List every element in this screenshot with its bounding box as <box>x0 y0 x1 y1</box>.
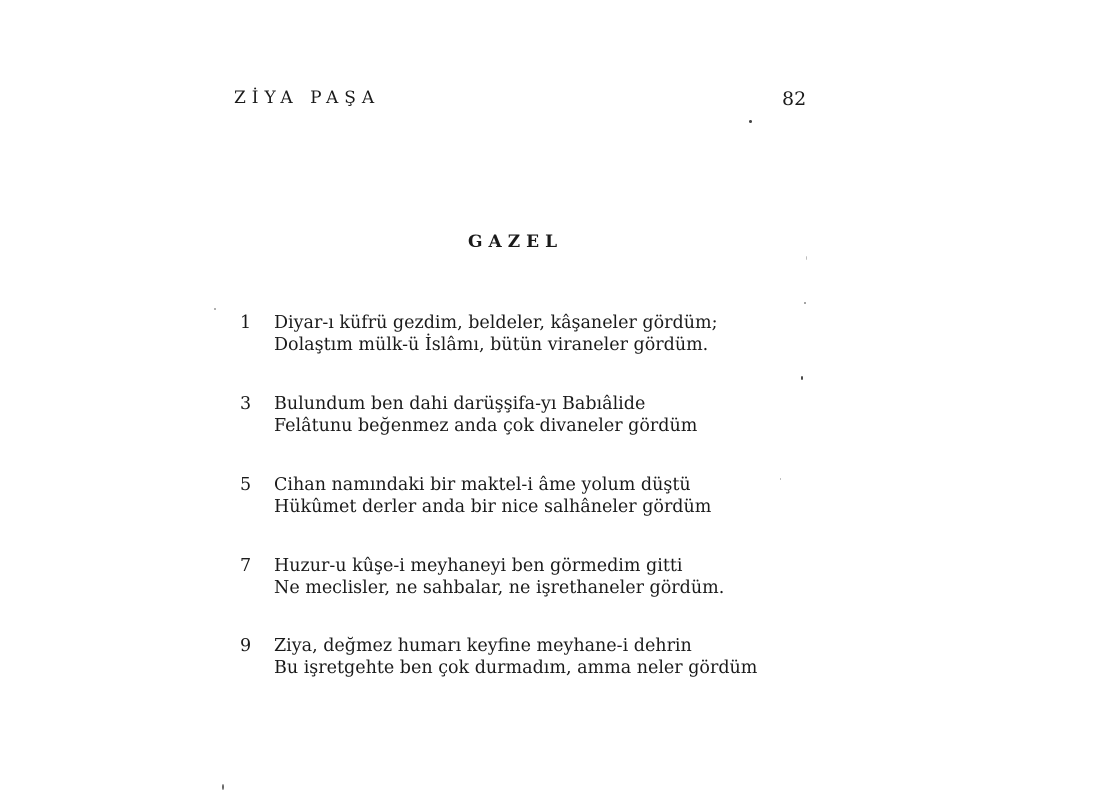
scan-speck <box>749 120 752 123</box>
verse-line: Diyar-ı küfrü gezdim, beldeler, kâşaneler gördüm; <box>274 313 718 333</box>
couplet <box>240 393 840 437</box>
verse-line: Huzur-u kûşe-i meyhaneyi ben görmedim gitti <box>274 556 683 576</box>
couplet-number: 5 <box>240 475 252 495</box>
couplet-number: 9 <box>240 636 252 656</box>
scan-speck <box>806 256 807 260</box>
scan-speck <box>780 478 781 480</box>
verse-line: Cihan namındaki bir maktel-i âme yolum düştü <box>274 475 691 495</box>
couplet <box>240 474 840 518</box>
running-head: ZİYA PAŞA <box>234 88 381 108</box>
page-number: 82 <box>782 88 807 110</box>
verse-line: Bu işretgehte ben çok durmadım, amma neler gördüm <box>274 658 758 678</box>
verse-line: Dolaştım mülk-ü İslâmı, bütün viraneler gördüm. <box>274 335 709 355</box>
scan-speck <box>222 784 224 790</box>
verse-line: Felâtunu beğenmez anda çok divaneler gördüm <box>274 416 698 436</box>
couplet <box>240 555 840 599</box>
couplet-number: 7 <box>240 556 252 576</box>
scan-speck <box>804 302 806 304</box>
verse-line: Bulundum ben dahi darüşşifa-yı Babıâlide <box>274 394 646 414</box>
couplet-number: 1 <box>240 313 252 333</box>
scan-speck <box>801 376 803 380</box>
poem-title: GAZEL <box>468 232 564 252</box>
scan-speck <box>214 308 216 310</box>
couplet <box>240 312 840 356</box>
verse-line: Hükûmet derler anda bir nice salhâneler gördüm <box>274 497 712 517</box>
couplet-number: 3 <box>240 394 252 414</box>
verse-line: Ne meclisler, ne sahbalar, ne işrethaneler gördüm. <box>274 578 725 598</box>
verse-line: Ziya, değmez humarı keyfine meyhane-i dehrin <box>274 636 692 656</box>
couplet <box>240 635 840 679</box>
